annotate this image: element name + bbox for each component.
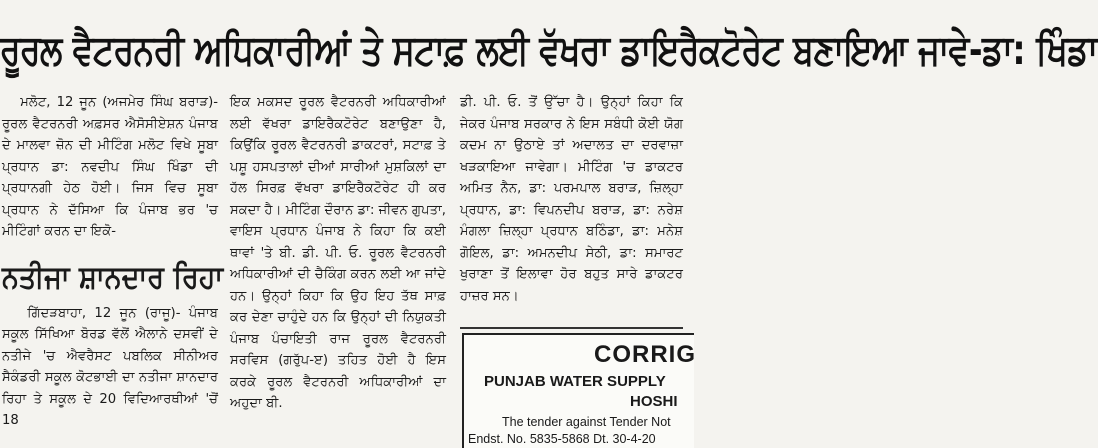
ad-title: CORRIG bbox=[594, 341, 696, 368]
main-headline: ਰੂਰਲ ਵੈਟਰਨਰੀ ਅਧਿਕਾਰੀਆਂ ਤੇ ਸਟਾਫ਼ ਲਈ ਵੱਖਰਾ ਡਾਇਰੈਕਟੋਰੇਟ ਬਣਾਇਆ ਜਾਵੇ-ਡਾ: ਖਿੰਡਾ bbox=[0, 25, 1098, 74]
article-paragraph bbox=[2, 92, 218, 243]
ad-endorsement: Endst. No. 5835-5868 Dt. 30-4-20 bbox=[468, 432, 656, 446]
article-text: ਰੂਰਲ ਵੈਟਰਨਰੀ ਅਫ਼ਸਰ ਐਸੋਸੀਏਸ਼ਨ ਪੰਜਾਬ ਦੇ ਮਾਲਵਾ ਜ਼ੋਨ ਦੀ ਮੀਟਿੰਗ ਮਲੋਟ ਵਿਖੇ ਸੂਬਾ ਪ੍ਰਧਾਨ ਡਾ: ਨਵਦੀਪ ਸਿੰਘ ਖਿੰਡਾ ਦੀ ਪ੍ਰਧਾਨਗੀ ਹੇਠ ਹੋਈ। ਜਿਸ ਵਿਚ ਸੂਬਾ ਪ੍ਰਧਾਨ ਨੇ ਦੱਸਿਆ ਕਿ ਪੰਜਾਬ ਭਰ 'ਚ ਮੀਟਿੰਗਾਂ ਕਰਨ ਦਾ ਇਕੋ- bbox=[2, 116, 218, 239]
corrigendum-advertisement bbox=[462, 333, 694, 448]
article-column-3 bbox=[460, 92, 683, 332]
article-text: ਪੰਜਾਬ ਸਕੂਲ ਸਿੱਖਿਆ ਬੋਰਡ ਵੱਲੋਂ ਐਲਾਨੇ ਦਸਵੀਂ ਦੇ ਨਤੀਜੇ 'ਚ ਐਵਰੈਸਟ ਪਬਲਿਕ ਸੀਨੀਅਰ ਸੈਕੰਡਰੀ ਸਕੂਲ ਕੋਟਭਾਈ ਦਾ ਨਤੀਜਾ ਸ਼ਾਨਦਾਰ ਰਿਹਾ ਤੇ ਸਕੂਲ ਦੇ 20 ਵਿਦਿਆਰਥੀਆਂ 'ਚੋਂ 18 bbox=[2, 305, 218, 428]
ad-notice-text: The tender against Tender Not bbox=[502, 415, 671, 429]
dateline: ਮਲੋਟ, 12 ਜੂਨ (ਅਜਮੇਰ ਸਿੰਘ ਬਰਾੜ)- bbox=[20, 95, 218, 110]
article-text: ਇਕ ਮਕਸਦ ਰੂਰਲ ਵੈਟਰਨਰੀ ਅਧਿਕਾਰੀਆਂ ਲਈ ਵੱਖਰਾ ਡਾਇਰੈਕਟੋਰੇਟ ਬਣਾਉਣਾ ਹੈ, ਕਿਉਂਕਿ ਰੂਰਲ ਵੈਟਰਨਰੀ ਡਾਕਟਰਾਂ, ਸਟਾਫ਼ ਤੇ ਪਸ਼ੂ ਹਸਪਤਾਲਾਂ ਦੀਆਂ ਸਾਰੀਆਂ ਮੁਸ਼ਕਿਲਾਂ ਦਾ ਹੱਲ ਸਿਰਫ਼ ਵੱਖਰਾ ਡਾਇਰੈਕਟੋਰੇਟ ਹੀ ਕਰ ਸਕਦਾ ਹੈ। ਮੀਟਿੰਗ ਦੌਰਾਨ ਡਾ: ਜੀਵਨ ਗੁਪਤਾ, ਵਾਇਸ ਪ੍ਰਧਾਨ ਪੰਜਾਬ ਨੇ ਕਿਹਾ ਕਿ ਕਈ ਥਾਵਾਂ 'ਤੇ ਬੀ. ਡੀ. ਪੀ. ਓ. ਰੂਰਲ ਵੈਟਰਨਰੀ ਅਧਿਕਾਰੀਆਂ ਦੀ ਚੈਕਿੰਗ ਕਰਨ ਲਈ ਆ ਜਾਂਦੇ ਹਨ। ਉਨ੍ਹਾਂ ਕਿਹਾ ਕਿ ਉਹ ਇਹ ਤੱਥ ਸਾਫ਼ ਕਰ ਦੇਣਾ ਚਾਹੁੰਦੇ ਹਨ ਕਿ ਉਨ੍ਹਾਂ ਦੀ ਨਿਯੁਕਤੀ ਪੰਜਾਬ ਪੰਚਾਇਤੀ ਰਾਜ ਰੂਰਲ ਵੈਟਰਨਰੀ ਸਰਵਿਸ (ਗਰੁੱਪ-ੲ) ਤਹਿਤ ਹੋਈ ਹੈ ਇਸ ਕਰਕੇ ਰੂਰਲ ਵੈਟਰਨਰੀ ਅਧਿਕਾਰੀਆਂ ਦਾ ਅਹੁਦਾ ਬੀ. bbox=[230, 95, 446, 411]
dateline: ਗਿੱਦੜਬਾਹਾ, 12 ਜੂਨ (ਰਾਜੂ)- bbox=[27, 305, 181, 321]
article-column-2 bbox=[230, 92, 446, 446]
article-text: ਡੀ. ਪੀ. ਓ. ਤੋਂ ਉੱਚਾ ਹੈ। ਉਨ੍ਹਾਂ ਕਿਹਾ ਕਿ ਜੇਕਰ ਪੰਜਾਬ ਸਰਕਾਰ ਨੇ ਇਸ ਸਬੰਧੀ ਕੋਈ ਯੋਗ ਕਦਮ ਨਾ ਉਠਾਏ ਤਾਂ ਅਦਾਲਤ ਦਾ ਦਰਵਾਜ਼ਾ ਖੜਕਾਇਆ ਜਾਵੇਗਾ। ਮੀਟਿੰਗ 'ਚ ਡਾਕਟਰ ਅਮਿਤ ਨੈਨ, ਡਾ: ਪਰਮਪਾਲ ਬਰਾੜ, ਜ਼ਿਲ੍ਹਾ ਪ੍ਰਧਾਨ, ਡਾ: ਵਿਪਨਦੀਪ ਬਰਾੜ, ਡਾ: ਨਰੇਸ਼ ਮੰਗਲਾ ਜ਼ਿਲ੍ਹਾ ਪ੍ਰਧਾਨ ਬਠਿੰਡਾ, ਡਾ: ਮਨੇਸ਼ ਗੋਇਲ, ਡਾ: ਅਮਨਦੀਪ ਸੇਠੀ, ਡਾ: ਸਮਾਰਟ ਖੁਰਾਣਾ ਤੋਂ ਇਲਾਵਾ ਹੋਰ ਬਹੁਤ ਸਾਰੇ ਡਾਕਟਰ ਹਾਜ਼ਰ ਸਨ। bbox=[460, 95, 683, 304]
column-divider bbox=[460, 327, 683, 329]
sub-headline: ਨਤੀਜਾ ਸ਼ਾਨਦਾਰ ਰਿਹਾ bbox=[2, 259, 224, 296]
ad-department: PUNJAB WATER SUPPLY bbox=[484, 373, 666, 390]
ad-location: HOSHI bbox=[630, 393, 678, 410]
article-paragraph bbox=[2, 303, 218, 432]
article-column-1 bbox=[2, 92, 224, 446]
